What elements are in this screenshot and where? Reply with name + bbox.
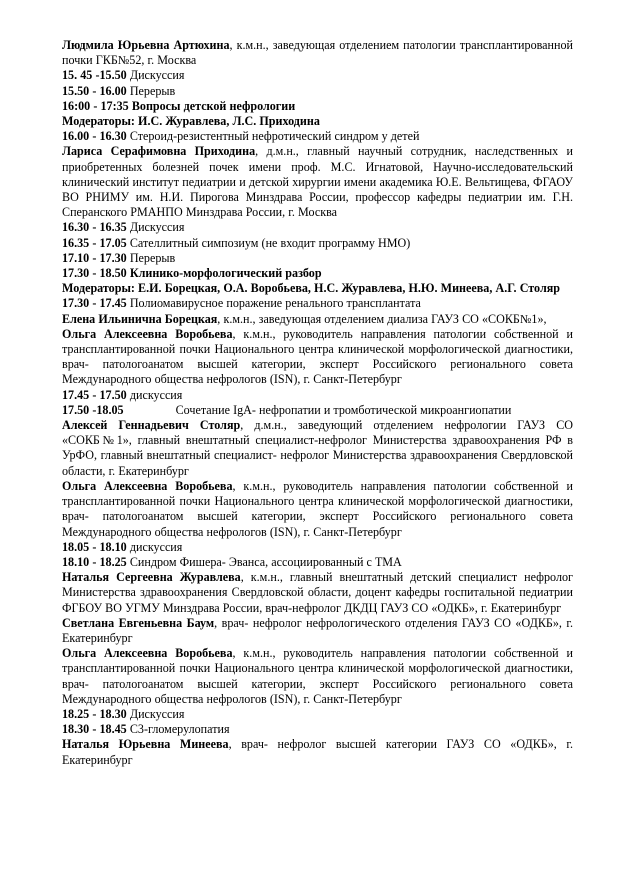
text-bold: Лариса Серафимовна Приходина (62, 144, 256, 159)
text-bold: Наталья Юрьевна Минеева (62, 737, 229, 752)
program-line-break-1550 (62, 84, 573, 99)
text-bold: 16.30 - 16.35 (62, 220, 130, 235)
text-regular: дискуссия (129, 539, 183, 554)
text-bold: Ольга Алексеевна Воробьева (62, 478, 233, 493)
text-bold: Людмила Юрьевна Артюхина (62, 38, 230, 52)
program-line-moderators-1 (62, 114, 573, 129)
text-regular: , к.м.н., заведующая отделением диализа ГАУЗ СО «СОКБ№1», (217, 311, 547, 326)
program-line-topic-1810 (62, 555, 573, 570)
text-bold: 17.30 - 18.50 Клинико-морфологический разбор (62, 266, 322, 281)
program-line-break-1710 (62, 251, 573, 266)
program-line-vorobyeva-bio-3 (62, 646, 573, 707)
text-bold: 16:00 - 17:35 Вопросы детской нефрологии (62, 98, 296, 113)
program-line-topic-1830 (62, 722, 573, 737)
program-line-topic-1750 (62, 403, 573, 418)
program-line-section-clinical-morphological (62, 266, 573, 281)
program-line-satellite-1635 (62, 236, 573, 251)
text-regular: , к.м.н., главный внештатный детский специалист нефролог Министерства здравоохранения Свердловской области, доцент кафедры госпитальной педиатрии ФГБОУ ВО УГМУ Минздрава России, врач-нефролог ДКДЦ ГАУЗ СО «ОДКБ», г. Екатеринбург (62, 570, 573, 615)
text-regular: Сочетание IgA- нефропатии и тромботической микроангиопатии (175, 402, 512, 417)
program-line-stolyar-bio (62, 418, 573, 479)
text-regular: , к.м.н., заведующая отделением патологии трансплантированной почки ГКБ№52, г. Москва (62, 38, 573, 68)
text-bold: Елена Ильинична Борецкая (62, 311, 218, 326)
program-line-topic-1730 (62, 296, 573, 311)
text-regular: дискуссия (129, 387, 183, 402)
text-regular: , к.м.н., руководитель направления патологии собственной и трансплантированной почки Национального центра клинической морфологической диагностики, врач- патологоанатом высшей категории, эксперт Российского регионального совета Международного общества нефрологов (ISN), г. Санкт-Петербург (62, 326, 573, 387)
text-regular: , д.м.н., главный научный сотрудник, наследственных и приобретенных болезней почек имени проф. М.С. Игнатовой, Научно-исследовательский клинический институт педиатрии и детской хирургии имени академика Ю.Е. Вельтищева, ФГАОУ ВО РНИМУ им. Н.И. Пирогова Минздрава России, профессор кафедры педиатрии им. Г.Н. Сперанского РМАНПО Минздрава России, г. Москва (62, 144, 573, 220)
program-line-vorobyeva-bio-1 (62, 327, 573, 388)
text-bold: Ольга Алексеевна Воробьева (62, 326, 233, 341)
text-bold: Светлана Евгеньевна Баум (62, 615, 215, 630)
program-line-discussion-1630 (62, 220, 573, 235)
text-bold: 18.05 - 18.10 (62, 539, 130, 554)
program-line-discussion-1825 (62, 707, 573, 722)
text-bold: 18.25 - 18.30 (62, 706, 130, 721)
program-line-mineeva-bio (62, 737, 573, 767)
text-regular: Сателлитный симпозиум (не входит программу НМО) (129, 235, 411, 250)
text-regular: , врач- нефролог нефрологического отделения ГАУЗ СО «ОДКБ», г. Екатеринбург (62, 615, 573, 645)
program-line-zhuravleva-bio (62, 570, 573, 616)
text-bold: 17.10 - 17.30 (62, 250, 130, 265)
text-regular: Стероид-резистентный нефротический синдром у детей (129, 129, 420, 144)
text-regular: Дискуссия (129, 68, 185, 83)
text-bold: 17.30 - 17.45 (62, 296, 130, 311)
program-line-discussion-1805 (62, 540, 573, 555)
program-schedule-body (62, 38, 573, 768)
text-bold: Модераторы: И.С. Журавлева, Л.С. Приходина (62, 114, 320, 129)
text-bold: 15.50 - 16.00 (62, 83, 130, 98)
program-line-prikhodina-bio (62, 144, 573, 220)
text-regular: Перерыв (129, 250, 176, 265)
text-bold: Модераторы: Е.И. Борецкая, О.А. Воробьева, Н.С. Журавлева, Н.Ю. Минеева, А.Г. Столяр (62, 281, 560, 296)
text-bold: 18.10 - 18.25 (62, 554, 130, 569)
text-regular: С3-гломерулопатия (129, 722, 230, 737)
text-bold: Алексей Геннадьевич Столяр (62, 418, 241, 433)
text-regular: Перерыв (129, 83, 176, 98)
text-regular: Полиомавирусное поражение ренального трансплантата (129, 296, 421, 311)
text-bold: 15. 45 -15.50 (62, 68, 130, 83)
program-line-topic-1600 (62, 129, 573, 144)
text-regular: Дискуссия (129, 220, 185, 235)
program-line-section-pediatric-nephrology (62, 99, 573, 114)
program-line-baum-bio (62, 616, 573, 646)
text-bold: 17.50 -18.05 (62, 402, 124, 417)
program-line-vorobyeva-bio-2 (62, 479, 573, 540)
program-line-artyukhina-bio (62, 38, 573, 68)
text-regular: Синдром Фишера- Эванса, ассоциированный с ТМА (129, 554, 402, 569)
program-line-boretskaya-bio (62, 312, 573, 327)
text-regular: , к.м.н., руководитель направления патологии собственной и трансплантированной почки Национального центра клинической морфологической диагностики, врач- патологоанатом высшей категории, эксперт Российского регионального совета Международного общества нефрологов (ISN), г. Санкт-Петербург (62, 646, 573, 706)
text-regular: , д.м.н., заведующий отделением нефрологии ГАУЗ СО «СОКБ№1», главный внештатный специалист-нефролог Министерства здравоохранения РФ в УрФО, главный внештатный специалист- нефролог Министерства здравоохранения Свердловской области, г. Екатеринбург (62, 418, 573, 478)
text-regular: , врач- нефролог высшей категории ГАУЗ СО «ОДКБ», г. Екатеринбург (62, 737, 574, 767)
text-bold: 16.00 - 16.30 (62, 129, 130, 144)
text-bold: Наталья Сергеевна Журавлева (62, 570, 241, 585)
text-bold: 18.30 - 18.45 (62, 722, 130, 737)
text-bold: Ольга Алексеевна Воробьева (62, 646, 233, 661)
text-bold: 17.45 - 17.50 (62, 387, 130, 402)
text-bold: 16.35 - 17.05 (62, 235, 130, 250)
program-line-discussion-1545 (62, 68, 573, 83)
program-line-moderators-2 (62, 281, 573, 296)
program-line-discussion-1745 (62, 388, 573, 403)
text-regular: , к.м.н., руководитель направления патологии собственной и трансплантированной почки Национального центра клинической морфологической диагностики, врач- патологоанатом высшей категории, эксперт Российского регионального совета Международного общества нефрологов (ISN), г. Санкт-Петербург (62, 478, 573, 539)
text-regular: Дискуссия (129, 706, 185, 721)
